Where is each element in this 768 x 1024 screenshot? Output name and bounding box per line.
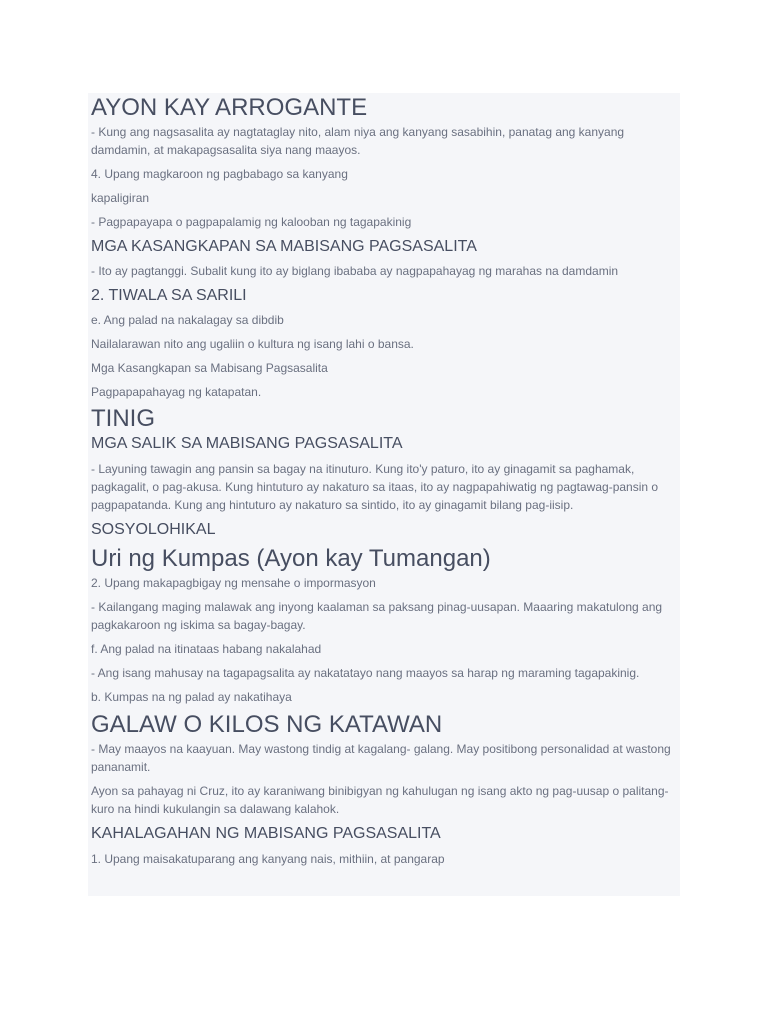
section-heading-large: GALAW O KILOS NG KATAWAN <box>91 711 443 738</box>
section-heading: SOSYOLOHIKAL <box>91 521 216 538</box>
document-page <box>88 93 680 896</box>
section-heading-large: TINIG <box>91 405 155 432</box>
section-heading: KAHALAGAHAN NG MABISANG PAGSASALITA <box>91 825 441 842</box>
paragraph: 2. Upang makapagbigay ng mensahe o impormasyon <box>91 576 376 590</box>
paragraph: Mga Kasangkapan sa Mabisang Pagsasalita <box>91 361 328 375</box>
paragraph: 4. Upang magkaroon ng pagbabago sa kanyang <box>91 167 348 181</box>
paragraph: e. Ang palad na nakalagay sa dibdib <box>91 313 284 327</box>
paragraph: - Ang isang mahusay na tagapagsalita ay nakatatayo nang maayos sa harap ng maraming tagapakinig. <box>91 666 640 680</box>
paragraph: 1. Upang maisakatuparang ang kanyang nais, mithiin, at pangarap <box>91 852 445 866</box>
section-heading: MGA SALIK SA MABISANG PAGSASALITA <box>91 435 403 452</box>
paragraph: Pagpapapahayag ng katapatan. <box>91 385 262 399</box>
section-heading-large: Uri ng Kumpas (Ayon kay Tumangan) <box>91 545 491 572</box>
document-content <box>88 93 680 868</box>
paragraph: b. Kumpas na ng palad ay nakatihaya <box>91 690 292 704</box>
paragraph: kapaligiran <box>91 191 150 205</box>
paragraph: - Layuning tawagin ang pansin sa bagay na itinuturo. Kung ito'y paturo, ito ay ginagamit sa paghamak, pagkagalit, o pag-akusa. Kung hintuturo ay nakaturo sa itaas, ito ay nagpapahiwatig ng pagtawag-pansin o pagpapatanda. Kung ang hintuturo ay nakaturo sa sintido, ito ay ginagamit bilang pag-iisip. <box>91 462 659 512</box>
paragraph: - Ito ay pagtanggi. Subalit kung ito ay biglang ibababa ay nagpapahayag ng marahas na damdamin <box>91 264 619 278</box>
paragraph: Nailalarawan nito ang ugaliin o kultura ng isang lahi o bansa. <box>91 337 414 351</box>
paragraph: - May maayos na kaayuan. May wastong tindig at kagalang- galang. May positibong personalidad at wastong pananamit. <box>91 742 671 774</box>
paragraph: - Pagpapayapa o pagpapalamig ng kalooban ng tagapakinig <box>91 215 412 229</box>
section-heading-large: AYON KAY ARROGANTE <box>91 94 368 121</box>
paragraph: - Kung ang nagsasalita ay nagtataglay nito, alam niya ang kanyang sasabihin, panatag ang kanyang damdamin, at makapagsasalita siya nang maayos. <box>91 125 625 157</box>
section-heading: 2. TIWALA SA SARILI <box>91 287 247 304</box>
section-heading: MGA KASANGKAPAN SA MABISANG PAGSASALITA <box>91 238 477 255</box>
paragraph: f. Ang palad na itinataas habang nakalahad <box>91 642 322 656</box>
paragraph: Ayon sa pahayag ni Cruz, ito ay karaniwang binibigyan ng kahulugan ng isang akto ng pag-uusap o palitang-kuro na hindi kukulangin sa dalawang kalahok. <box>91 784 669 816</box>
paragraph: - Kailangang maging malawak ang inyong kaalaman sa paksang pinag-uusapan. Maaaring makatulong ang pagkakaroon ng iskima sa bagay-bagay. <box>91 600 663 632</box>
